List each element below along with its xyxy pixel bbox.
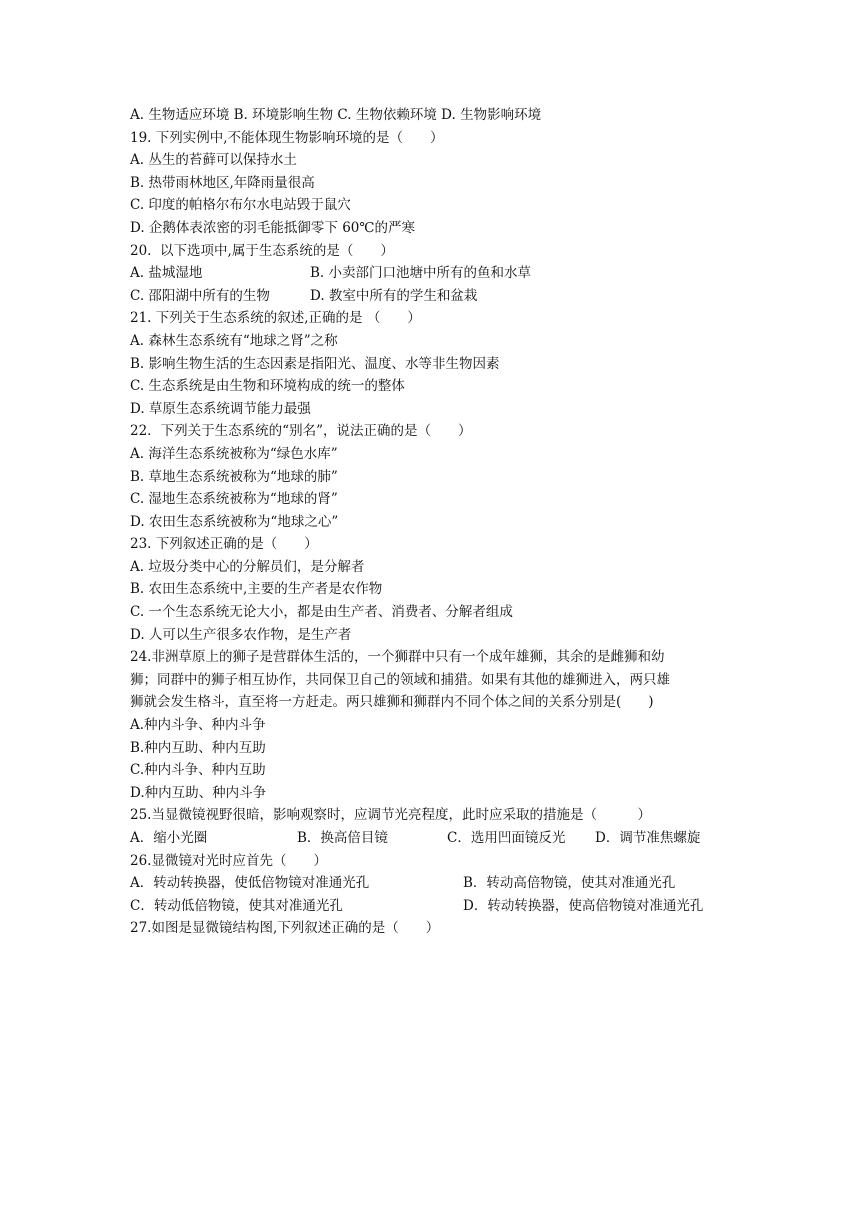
q21-stem: 21. 下列关于生态系统的叙述,正确的是 （ ） (130, 310, 421, 327)
q21-option-b: B. 影响生物生活的生态因素是指阳光、温度、水等非生物因素 (130, 355, 500, 372)
q26-option-d: D．转动转换器，使高倍物镜对准通光孔 (463, 897, 704, 914)
q19-stem: 19. 下列实例中,不能体现生物影响环境的是（ ） (130, 129, 444, 146)
q24-option-d: D.种内互助、种内斗争 (130, 784, 267, 801)
q27-stem: 27.如图是显微镜结构图,下列叙述正确的是（ ） (130, 920, 440, 937)
q23-stem: 23. 下列叙述正确的是（ ） (130, 536, 318, 553)
q24-stem-line-1: 24.非洲草原上的狮子是营群体生活的，一个狮群中只有一个成年雄狮，其余的是雌狮和幼 (130, 649, 665, 666)
q21-option-c: C. 生态系统是由生物和环境构成的统一的整体 (130, 378, 405, 395)
q19-option-d: D. 企鹅体表浓密的羽毛能抵御零下 60℃的严寒 (130, 219, 415, 236)
q20-option-d: D. 教室中所有的学生和盆栽 (310, 287, 478, 304)
q21-option-a: A. 森林生态系统有“地球之肾”之称 (130, 332, 338, 349)
q22-stem: 22．下列关于生态系统的“别名”，说法正确的是（ ） (130, 423, 472, 440)
q26-options-row-1 (130, 872, 750, 895)
q22-option-a: A. 海洋生态系统被称为“绿色水库” (130, 445, 338, 462)
q20-option-b: B. 小卖部门口池塘中所有的鱼和水草 (310, 265, 532, 282)
q26-options-row-2 (130, 895, 750, 918)
q21-option-d: D. 草原生态系统调节能力最强 (130, 400, 311, 417)
q23-option-b: B. 农田生态系统中,主要的生产者是农作物 (130, 581, 383, 598)
q25-stem: 25.当显微镜视野很暗，影响观察时，应调节光亮程度，此时应采取的措施是（ ） (130, 807, 651, 824)
q23-option-a: A. 垃圾分类中心的分解员们，是分解者 (130, 558, 365, 575)
q20-stem: 20. 以下选项中,属于生态系统的是（ ） (130, 242, 394, 259)
q20-options-row-2 (130, 285, 750, 308)
q20-option-a: A. 盐城湿地 (130, 265, 203, 282)
q22-option-d: D. 农田生态系统被称为“地球之心” (130, 513, 339, 530)
q22-option-c: C. 湿地生态系统被称为“地球的肾” (130, 491, 338, 508)
q26-option-b: B．转动高倍物镜，使其对准通光孔 (463, 875, 676, 892)
q19-option-a: A. 丛生的苔藓可以保持水土 (130, 152, 297, 169)
q25-option-a: A．缩小光圈 (130, 830, 208, 846)
q20-option-c: C. 邵阳湖中所有的生物 (130, 287, 270, 304)
q24-option-c: C.种内斗争、种内互助 (130, 762, 266, 779)
q20-options-row-1 (130, 262, 750, 285)
q18-options-line: A. 生物适应环境 B. 环境影响生物 C. 生物依赖环境 D. 生物影响环境 (130, 107, 542, 123)
q26-option-a: A．转动转换器，使低倍物镜对准通光孔 (130, 875, 370, 892)
question-list (130, 104, 750, 940)
q25-options-row (130, 827, 750, 850)
q26-stem: 26.显微镜对光时应首先（ ） (130, 852, 327, 869)
q24-stem-line-3: 狮就会发生格斗，直至将一方赶走。两只雄狮和狮群内不同个体之间的关系分别是( ) (130, 694, 654, 711)
q22-option-b: B. 草地生态系统被称为“地球的肺” (130, 468, 338, 485)
q25-option-d: D．调节准焦螺旋 (595, 830, 701, 846)
q24-stem-line-2: 狮；同群中的狮子相互协作，共同保卫自己的领域和捕猎。如果有其他的雄狮进入，两只雄 (130, 671, 670, 688)
q24-option-a: A.种内斗争、种内斗争 (130, 717, 266, 734)
q24-option-b: B.种内互助、种内互助 (130, 739, 266, 756)
q23-option-d: D. 人可以生产很多农作物，是生产者 (130, 626, 352, 643)
q23-option-c: C. 一个生态系统无论大小，都是由生产者、消费者、分解者组成 (130, 604, 513, 621)
q25-option-b: B．换高倍目镜 (297, 830, 388, 846)
q25-option-c: C．选用凹面镜反光 (447, 830, 566, 846)
q26-option-c: C．转动低倍物镜，使其对准通光孔 (130, 897, 343, 914)
q19-option-b: B. 热带雨林地区,年降雨量很高 (130, 174, 315, 191)
q19-option-c: C. 印度的帕格尔布尔水电站毁于鼠穴 (130, 197, 351, 214)
